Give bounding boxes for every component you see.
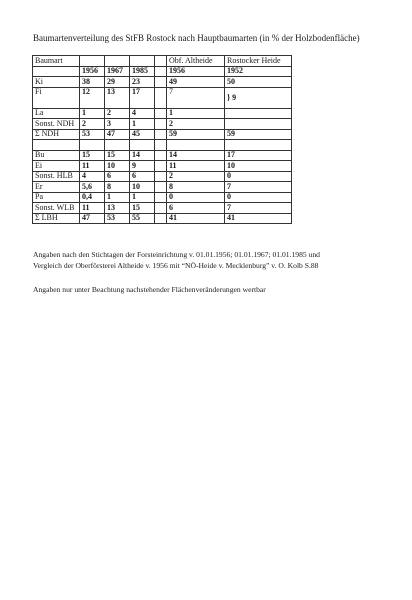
value-cell: 38: [80, 77, 105, 88]
value-cell: 1: [130, 192, 155, 203]
brace-value: } 9: [227, 92, 237, 102]
value-cell: 1: [80, 108, 105, 119]
tree-species-table: [32, 55, 292, 224]
year-cell: 1952: [225, 66, 292, 77]
table-row: [33, 150, 292, 161]
value-cell: 47: [80, 213, 105, 224]
value-cell: 23: [130, 77, 155, 88]
value-cell: 14: [167, 150, 225, 161]
value-cell: 13: [105, 203, 130, 214]
table-row: [33, 161, 292, 172]
table-row: [33, 171, 292, 182]
year-cell: 1967: [105, 66, 130, 77]
value-cell: 6: [130, 171, 155, 182]
row-label: Er: [33, 182, 80, 193]
value-cell: 49: [167, 77, 225, 88]
value-cell: 2: [167, 119, 225, 130]
table-row: [33, 182, 292, 193]
value-cell: 45: [130, 129, 155, 140]
row-label: Σ LBH: [33, 213, 80, 224]
value-cell: 15: [130, 203, 155, 214]
value-cell: 29: [105, 77, 130, 88]
table-row: [33, 192, 292, 203]
year-cell: 1985: [130, 66, 155, 77]
value-cell: 53: [105, 213, 130, 224]
value-cell: 7: [225, 182, 292, 193]
year-cell: 1956: [80, 66, 105, 77]
row-label: Ei: [33, 161, 80, 172]
row-label: Sonst. NDH: [33, 119, 80, 130]
row-label: Bu: [33, 150, 80, 161]
source-note-line-2: Vergleich der Oberförsterei Altheide v. 1956 mit “NÖ-Heide v. Mecklenburg” v. O. Kolb S.88: [33, 261, 319, 270]
value-cell: 15: [105, 150, 130, 161]
table-row: [33, 77, 292, 88]
value-cell: 17: [130, 87, 155, 108]
value-cell: 11: [80, 161, 105, 172]
value-cell: [225, 119, 292, 130]
value-cell: 2: [167, 171, 225, 182]
value-cell: 13: [105, 87, 130, 108]
value-cell: 0: [225, 171, 292, 182]
row-label: Pa: [33, 192, 80, 203]
value-cell: 6: [105, 171, 130, 182]
value-cell: 11: [80, 203, 105, 214]
column-header-baumart: Baumart: [33, 56, 80, 67]
row-label: Sonst. HLB: [33, 171, 80, 182]
value-cell: 41: [167, 213, 225, 224]
table-row: [33, 213, 292, 224]
value-cell: 7: [225, 203, 292, 214]
value-cell: 6: [167, 203, 225, 214]
row-label: La: [33, 108, 80, 119]
table-row: [33, 119, 292, 130]
spacer-row: [33, 140, 292, 151]
row-label: Fi: [33, 87, 80, 108]
document-title: Baumartenverteilung des StFB Rostock nach Hauptbaumarten (in % der Holzbodenfläche): [33, 33, 360, 43]
value-cell: 5,6: [80, 182, 105, 193]
group-header-altheide: Obf. Altheide: [167, 56, 225, 67]
value-cell: 59: [167, 129, 225, 140]
value-cell: 53: [80, 129, 105, 140]
value-cell: 1: [105, 192, 130, 203]
value-cell: 2: [80, 119, 105, 130]
value-cell: 14: [130, 150, 155, 161]
group-header-rostocker-heide: Rostocker Heide: [225, 56, 292, 67]
table-row: [33, 129, 292, 140]
table-header-row: [33, 56, 292, 67]
value-cell: 8: [167, 182, 225, 193]
value-cell: 1: [130, 119, 155, 130]
value-cell: 11: [167, 161, 225, 172]
value-cell: 4: [80, 171, 105, 182]
row-label: Sonst. WLB: [33, 203, 80, 214]
value-cell: 10: [130, 182, 155, 193]
value-cell: 10: [105, 161, 130, 172]
table-row: [33, 203, 292, 214]
value-cell: 3: [105, 119, 130, 130]
value-cell: [225, 108, 292, 119]
value-cell: 9: [130, 161, 155, 172]
value-cell: 4: [130, 108, 155, 119]
year-cell: 1956: [167, 66, 225, 77]
value-cell: [225, 87, 292, 108]
value-cell: 0: [167, 192, 225, 203]
value-cell: 8: [105, 182, 130, 193]
value-cell: 1: [167, 108, 225, 119]
row-label: Σ NDH: [33, 129, 80, 140]
year-header-row: [33, 66, 292, 77]
value-cell: 2: [105, 108, 130, 119]
value-cell: 7: [167, 87, 225, 108]
value-cell: 17: [225, 150, 292, 161]
value-cell: 15: [80, 150, 105, 161]
value-cell: 41: [225, 213, 292, 224]
validity-note: Angaben nur unter Beachtung nachstehender Flächenveränderungen wertbar: [33, 285, 266, 294]
value-cell: 0,4: [80, 192, 105, 203]
value-cell: 0: [225, 192, 292, 203]
source-note-line-1: Angaben nach den Stichtagen der Forsteinrichtung v. 01.01.1956; 01.01.1967; 01.01.1985 und: [33, 250, 320, 259]
value-cell: 47: [105, 129, 130, 140]
value-cell: 50: [225, 77, 292, 88]
value-cell: 10: [225, 161, 292, 172]
table-row: [33, 108, 292, 119]
table-row: [33, 87, 292, 108]
row-label: Ki: [33, 77, 80, 88]
value-cell: 55: [130, 213, 155, 224]
value-cell: 59: [225, 129, 292, 140]
value-cell: 12: [80, 87, 105, 108]
